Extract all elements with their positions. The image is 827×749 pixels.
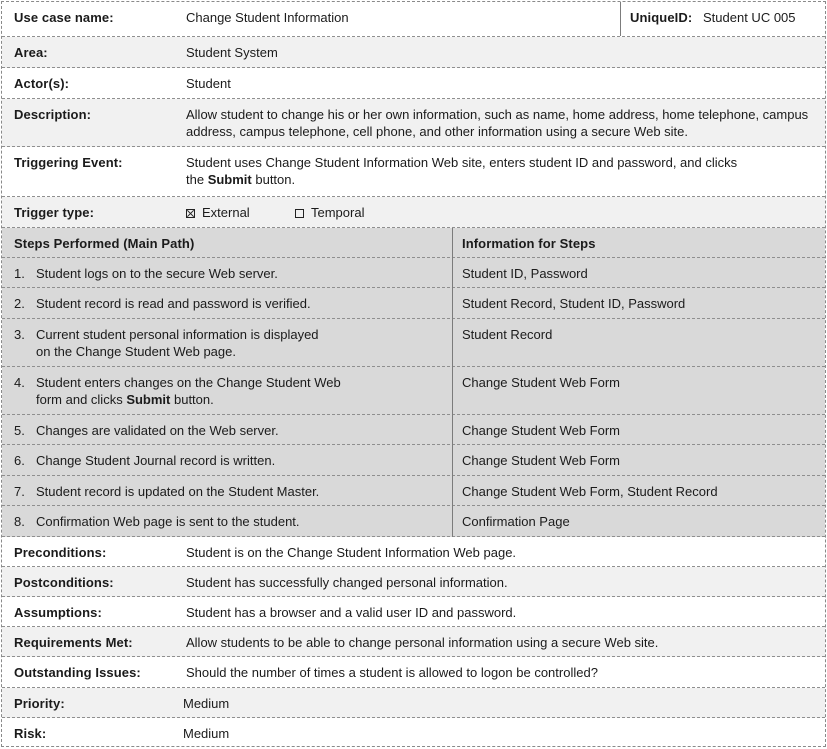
step-row [2, 476, 825, 506]
trigger-type-label: Trigger type: [14, 205, 95, 220]
description-label: Description: [14, 107, 92, 122]
use-case-form [1, 1, 826, 747]
description-line-2: address, campus telephone, cell phone, and other information using a secure Web site. [186, 124, 689, 139]
step-text: Confirmation Web page is sent to the student. [36, 514, 300, 529]
triggering-event-row [2, 147, 825, 197]
outstanding-issues-row [2, 657, 825, 688]
step-text-line-2 [36, 391, 341, 408]
priority-row [2, 688, 825, 718]
steps-column-divider [452, 228, 453, 537]
priority-label: Priority: [14, 696, 65, 711]
use-case-name-row [2, 2, 825, 37]
area-label: Area: [14, 45, 48, 60]
description-value [186, 99, 817, 146]
step-number: 8. [14, 514, 25, 529]
step-row [2, 258, 825, 288]
trigger-type-row [2, 197, 825, 228]
step-info: Student Record, Student ID, Password [462, 296, 686, 311]
step-info: Student ID, Password [462, 266, 588, 281]
step-row [2, 319, 825, 367]
outstanding-issues-label: Outstanding Issues: [14, 665, 141, 680]
preconditions-label: Preconditions: [14, 545, 107, 560]
actors-value: Student [186, 76, 231, 91]
trigger-option-temporal [295, 197, 364, 227]
trigger-option-external-label: External [202, 205, 250, 220]
checked-box-icon [186, 209, 195, 218]
description-line-1: Allow student to change his or her own information, such as name, home address, home telephone, campus [186, 107, 809, 122]
postconditions-label: Postconditions: [14, 575, 114, 590]
step-text: Changes are validated on the Web server. [36, 423, 279, 438]
step-number: 2. [14, 296, 25, 311]
step-info: Change Student Web Form [462, 453, 621, 468]
step-text: Student record is updated on the Student Master. [36, 484, 320, 499]
step-number: 7. [14, 484, 25, 499]
step-text: Change Student Journal record is written. [36, 453, 276, 468]
triggering-event-line-2-suffix: button. [251, 172, 296, 187]
actors-row [2, 68, 825, 99]
step-number: 6. [14, 453, 25, 468]
step-text-line-2-suffix: button. [170, 392, 214, 407]
step-text-line-2-prefix: form and clicks [36, 392, 127, 407]
step-number: 5. [14, 423, 25, 438]
triggering-event-line-1: Student uses Change Student Information Web site, enters student ID and password, and clicks [186, 155, 738, 170]
requirements-met-value: Allow students to be able to change personal information using a secure Web site. [186, 635, 659, 650]
step-text-line-2: on the Change Student Web page. [36, 344, 236, 359]
trigger-option-temporal-label: Temporal [311, 205, 365, 220]
step-number: 1. [14, 266, 25, 281]
step-info: Change Student Web Form, Student Record [462, 484, 718, 499]
step-info: Change Student Web Form [462, 375, 621, 390]
area-row [2, 37, 825, 68]
step-row [2, 506, 825, 537]
info-header: Information for Steps [462, 236, 596, 251]
step-number: 4. [14, 375, 25, 390]
step-text-line-1: Current student personal information is displayed [36, 327, 319, 342]
priority-value: Medium [183, 696, 230, 711]
triggering-event-line-2-prefix: the [186, 172, 208, 187]
risk-label: Risk: [14, 726, 47, 741]
step-row [2, 415, 825, 445]
step-text: Student record is read and password is verified. [36, 296, 311, 311]
actors-label: Actor(s): [14, 76, 70, 91]
step-number: 3. [14, 327, 25, 342]
preconditions-value: Student is on the Change Student Information Web page. [186, 545, 517, 560]
step-info: Student Record [462, 327, 553, 342]
triggering-event-label: Triggering Event: [14, 155, 123, 170]
use-case-name-value: Change Student Information [186, 10, 349, 25]
requirements-met-row [2, 627, 825, 657]
trigger-option-external [186, 197, 250, 227]
unique-id-divider [620, 2, 621, 36]
postconditions-value: Student has successfully changed personal information. [186, 575, 508, 590]
step-row [2, 367, 825, 415]
area-value: Student System [186, 45, 278, 60]
triggering-event-submit-word: Submit [207, 172, 252, 187]
step-text-line-1: Student enters changes on the Change Student Web [36, 375, 341, 390]
risk-row [2, 718, 825, 746]
assumptions-label: Assumptions: [14, 605, 102, 620]
triggering-event-line-2 [186, 171, 817, 188]
assumptions-row [2, 597, 825, 627]
unique-id-label: UniqueID: [630, 10, 693, 25]
step-row [2, 288, 825, 319]
step-text [36, 367, 341, 414]
preconditions-row [2, 537, 825, 567]
outstanding-issues-value: Should the number of times a student is allowed to logon be controlled? [186, 665, 598, 680]
use-case-name-label: Use case name: [14, 10, 114, 25]
step-submit-word: Submit [126, 392, 171, 407]
step-text [36, 319, 319, 366]
unique-id-value: Student UC 005 [703, 10, 796, 25]
requirements-met-label: Requirements Met: [14, 635, 133, 650]
step-row [2, 445, 825, 476]
step-info: Confirmation Page [462, 514, 570, 529]
step-text: Student logs on to the secure Web server. [36, 266, 278, 281]
triggering-event-value [186, 147, 817, 196]
steps-header-row [2, 228, 825, 258]
risk-value: Medium [183, 726, 230, 741]
steps-header: Steps Performed (Main Path) [14, 236, 195, 251]
step-info: Change Student Web Form [462, 423, 621, 438]
unchecked-box-icon [295, 209, 304, 218]
steps-table [2, 228, 825, 537]
postconditions-row [2, 567, 825, 597]
assumptions-value: Student has a browser and a valid user ID and password. [186, 605, 517, 620]
description-row [2, 99, 825, 147]
